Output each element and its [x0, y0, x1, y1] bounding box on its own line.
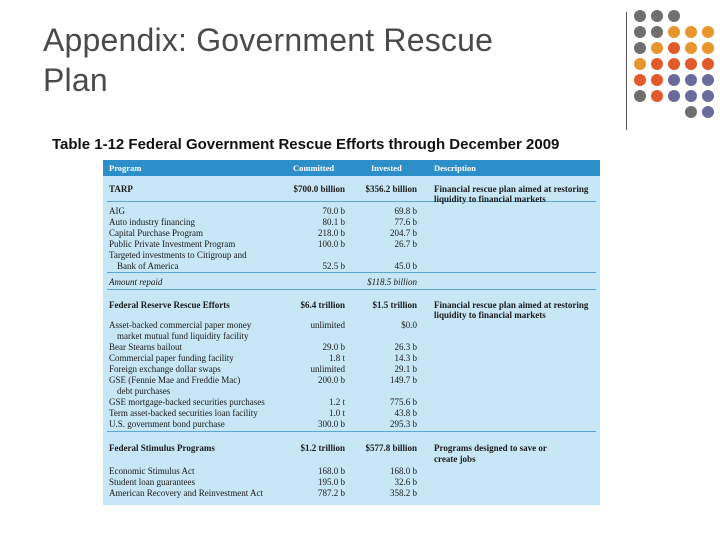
cell-committed: 100.0 b — [318, 239, 345, 249]
dot-red — [651, 90, 663, 102]
cell-program: U.S. government bond purchase — [109, 419, 225, 429]
slide-title — [43, 20, 603, 100]
cell-invested: $1.5 trillion — [372, 300, 417, 310]
dot-orange — [702, 26, 714, 38]
cell-invested: 295.3 b — [390, 419, 417, 429]
dot-empty — [651, 106, 663, 118]
cell-description: Financial rescue plan aimed at restoring — [434, 184, 589, 194]
rescue-efforts-table — [103, 160, 600, 505]
cell-description: liquidity to financial markets — [434, 194, 546, 204]
decorative-divider — [626, 12, 627, 130]
cell-committed: unlimited — [310, 364, 345, 374]
dot-red — [702, 58, 714, 70]
header-program: Program — [109, 163, 142, 173]
cell-invested: 45.0 b — [394, 261, 417, 271]
cell-committed: 300.0 b — [318, 419, 345, 429]
dot-orange — [685, 26, 697, 38]
cell-program: Amount repaid — [109, 277, 163, 287]
cell-invested: 69.8 b — [394, 206, 417, 216]
section-divider — [107, 431, 596, 432]
dot-purple — [668, 90, 680, 102]
cell-program: Bank of America — [117, 261, 179, 271]
cell-invested: $118.5 billion — [367, 277, 417, 287]
cell-committed: $1.2 trillion — [300, 443, 345, 453]
dot-orange — [702, 42, 714, 54]
dot-purple — [685, 74, 697, 86]
cell-program: GSE (Fennie Mae and Freddie Mac) — [109, 375, 241, 385]
cell-committed: 168.0 b — [318, 466, 345, 476]
cell-committed: 1.0 t — [328, 408, 345, 418]
cell-program: GSE mortgage-backed securities purchases — [109, 397, 265, 407]
dot-gray — [651, 10, 663, 22]
cell-invested: 26.7 b — [394, 239, 417, 249]
dot-purple — [702, 90, 714, 102]
cell-invested: 43.8 b — [394, 408, 417, 418]
dot-purple — [702, 74, 714, 86]
dot-red — [634, 74, 646, 86]
dot-gray — [634, 90, 646, 102]
cell-invested: 14.3 b — [394, 353, 417, 363]
dot-empty — [685, 10, 697, 22]
cell-program: Foreign exchange dollar swaps — [109, 364, 221, 374]
cell-program: Auto industry financing — [109, 217, 195, 227]
decorative-dot-grid — [634, 10, 714, 118]
dot-empty — [634, 106, 646, 118]
cell-program: Economic Stimulus Act — [109, 466, 195, 476]
cell-committed: 787.2 b — [318, 488, 345, 498]
cell-program: American Recovery and Reinvestment Act — [109, 488, 263, 498]
cell-committed: 218.0 b — [318, 228, 345, 238]
dot-orange — [668, 26, 680, 38]
cell-committed: unlimited — [310, 320, 345, 330]
cell-invested: 149.7 b — [390, 375, 417, 385]
dot-purple — [668, 74, 680, 86]
dot-orange — [685, 42, 697, 54]
cell-description: create jobs — [434, 454, 476, 464]
section-divider — [107, 272, 596, 273]
cell-description: liquidity to financial markets — [434, 310, 546, 320]
dot-red — [651, 58, 663, 70]
cell-invested: 358.2 b — [390, 488, 417, 498]
dot-purple — [702, 106, 714, 118]
cell-program: AIG — [109, 206, 125, 216]
dot-gray — [634, 26, 646, 38]
cell-invested: 32.6 b — [394, 477, 417, 487]
slide-title-line-2: Plan — [43, 62, 108, 98]
cell-program: debt purchases — [117, 386, 171, 396]
cell-program: Asset-backed commercial paper money — [109, 320, 252, 330]
cell-program: Bear Stearns bailout — [109, 342, 182, 352]
cell-program: Targeted investments to Citigroup and — [109, 250, 247, 260]
dot-gray — [634, 10, 646, 22]
cell-committed: 1.2 t — [328, 397, 345, 407]
cell-committed: $700.0 billion — [293, 184, 345, 194]
cell-invested: 775.6 b — [390, 397, 417, 407]
cell-invested: $577.8 billion — [365, 443, 417, 453]
cell-invested: 26.3 b — [394, 342, 417, 352]
cell-program: Commercial paper funding facility — [109, 353, 234, 363]
cell-committed: 80.1 b — [322, 217, 345, 227]
dot-gray — [685, 106, 697, 118]
cell-program: Capital Purchase Program — [109, 228, 203, 238]
cell-program: TARP — [109, 184, 133, 194]
dot-red — [651, 74, 663, 86]
dot-purple — [685, 90, 697, 102]
cell-invested: 29.1 b — [394, 364, 417, 374]
cell-description: Programs designed to save or — [434, 443, 547, 453]
dot-gray — [651, 26, 663, 38]
cell-program: Term asset-backed securities loan facility — [109, 408, 258, 418]
header-committed: Committed — [293, 163, 335, 173]
table-caption: Table 1-12 Federal Government Rescue Efforts through December 2009 — [52, 136, 560, 153]
dot-orange — [634, 58, 646, 70]
dot-empty — [702, 10, 714, 22]
cell-committed: 29.0 b — [322, 342, 345, 352]
cell-committed: 200.0 b — [318, 375, 345, 385]
cell-program: Federal Reserve Rescue Efforts — [109, 300, 230, 310]
cell-invested: 77.6 b — [394, 217, 417, 227]
dot-red — [685, 58, 697, 70]
dot-gray — [668, 10, 680, 22]
dot-gray — [634, 42, 646, 54]
cell-invested: 168.0 b — [390, 466, 417, 476]
cell-program: Federal Stimulus Programs — [109, 443, 215, 453]
cell-program: Public Private Investment Program — [109, 239, 236, 249]
table-header-row — [103, 160, 600, 176]
cell-invested: 204.7 b — [390, 228, 417, 238]
cell-committed: $6.4 trillion — [300, 300, 345, 310]
cell-committed: 52.5 b — [322, 261, 345, 271]
cell-committed: 70.0 b — [322, 206, 345, 216]
header-description: Description — [434, 163, 477, 173]
slide-title-line-1: Appendix: Government Rescue — [43, 22, 494, 58]
cell-invested: $356.2 billion — [365, 184, 417, 194]
cell-invested: $0.0 — [401, 320, 417, 330]
dot-empty — [668, 106, 680, 118]
cell-program: market mutual fund liquidity facility — [117, 331, 249, 341]
cell-committed: 195.0 b — [318, 477, 345, 487]
dot-red — [668, 58, 680, 70]
cell-committed: 1.8 t — [328, 353, 345, 363]
cell-program: Student loan guarantees — [109, 477, 195, 487]
header-invested: Invested — [371, 163, 402, 173]
section-divider — [107, 289, 596, 290]
cell-description: Financial rescue plan aimed at restoring — [434, 300, 589, 310]
dot-red — [668, 42, 680, 54]
dot-orange — [651, 42, 663, 54]
